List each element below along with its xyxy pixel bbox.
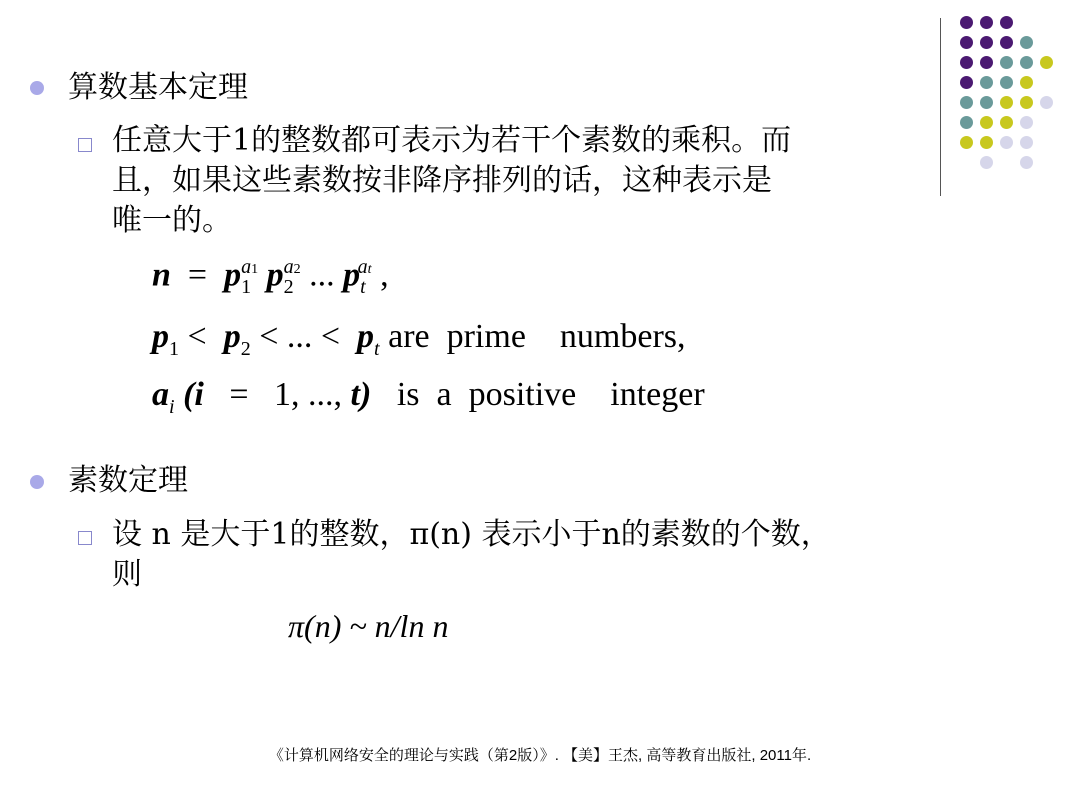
bullet-title: 素数定理 <box>68 463 188 498</box>
dot <box>1020 136 1033 149</box>
dot <box>1020 36 1033 49</box>
dot <box>1000 36 1013 49</box>
dot <box>1000 56 1013 69</box>
dot <box>960 16 973 29</box>
dot <box>1020 96 1033 109</box>
sub-bullet-line: 任意大于1的整数都可表示为若干个素数的乘积。而 <box>112 123 792 158</box>
divider-line <box>940 18 941 196</box>
bullet-dot <box>30 475 44 489</box>
sub-bullet-line: 则 <box>112 557 142 592</box>
dot <box>1020 56 1033 69</box>
decorative-dot-grid <box>960 16 1060 176</box>
dot <box>1020 76 1033 89</box>
dot <box>1000 116 1013 129</box>
dot <box>960 36 973 49</box>
footer-citation: 《计算机网络安全的理论与实践（第2版）》. 【美】王杰, 高等教育出版社, 2011年. <box>268 747 812 764</box>
dot <box>980 56 993 69</box>
sub-bullet-square <box>78 531 92 545</box>
dot <box>980 76 993 89</box>
dot <box>1020 116 1033 129</box>
formula-line-2: $p_1 < p_2$ < ... < $p_t$ are prime numbers, <box>152 318 686 360</box>
dot <box>1000 96 1013 109</box>
dot <box>960 116 973 129</box>
bullet-dot <box>30 81 44 95</box>
sub-bullet-line: 设 n 是大于1的整数，π(n) 表示小于n的素数的个数， <box>112 517 831 552</box>
dot <box>960 76 973 89</box>
dot <box>980 136 993 149</box>
dot <box>1040 96 1053 109</box>
bullet-title: 算数基本定理 <box>68 70 248 105</box>
dot <box>1000 76 1013 89</box>
sub-bullet-line: 且，如果这些素数按非降序排列的话，这种表示是 <box>112 163 772 198</box>
dot <box>980 156 993 169</box>
dot <box>960 56 973 69</box>
dot <box>960 96 973 109</box>
dot <box>1020 156 1033 169</box>
dot <box>980 116 993 129</box>
formula-line-3: $a_i$ (i = 1, ..., t) is a positive integer <box>152 376 705 418</box>
dot <box>1040 56 1053 69</box>
dot <box>1000 16 1013 29</box>
dot <box>980 96 993 109</box>
sub-bullet-square <box>78 138 92 152</box>
dot <box>960 136 973 149</box>
formula-line-1: $n = p_1^{a1}$ $p_2^{a2}$ ... $p_t^{at}$ , <box>152 256 389 299</box>
dot <box>980 36 993 49</box>
prime-theorem-equation: π(n) ~ n/ln n <box>288 608 449 644</box>
dot <box>1000 136 1013 149</box>
sub-bullet-line: 唯一的。 <box>112 203 232 238</box>
dot <box>980 16 993 29</box>
